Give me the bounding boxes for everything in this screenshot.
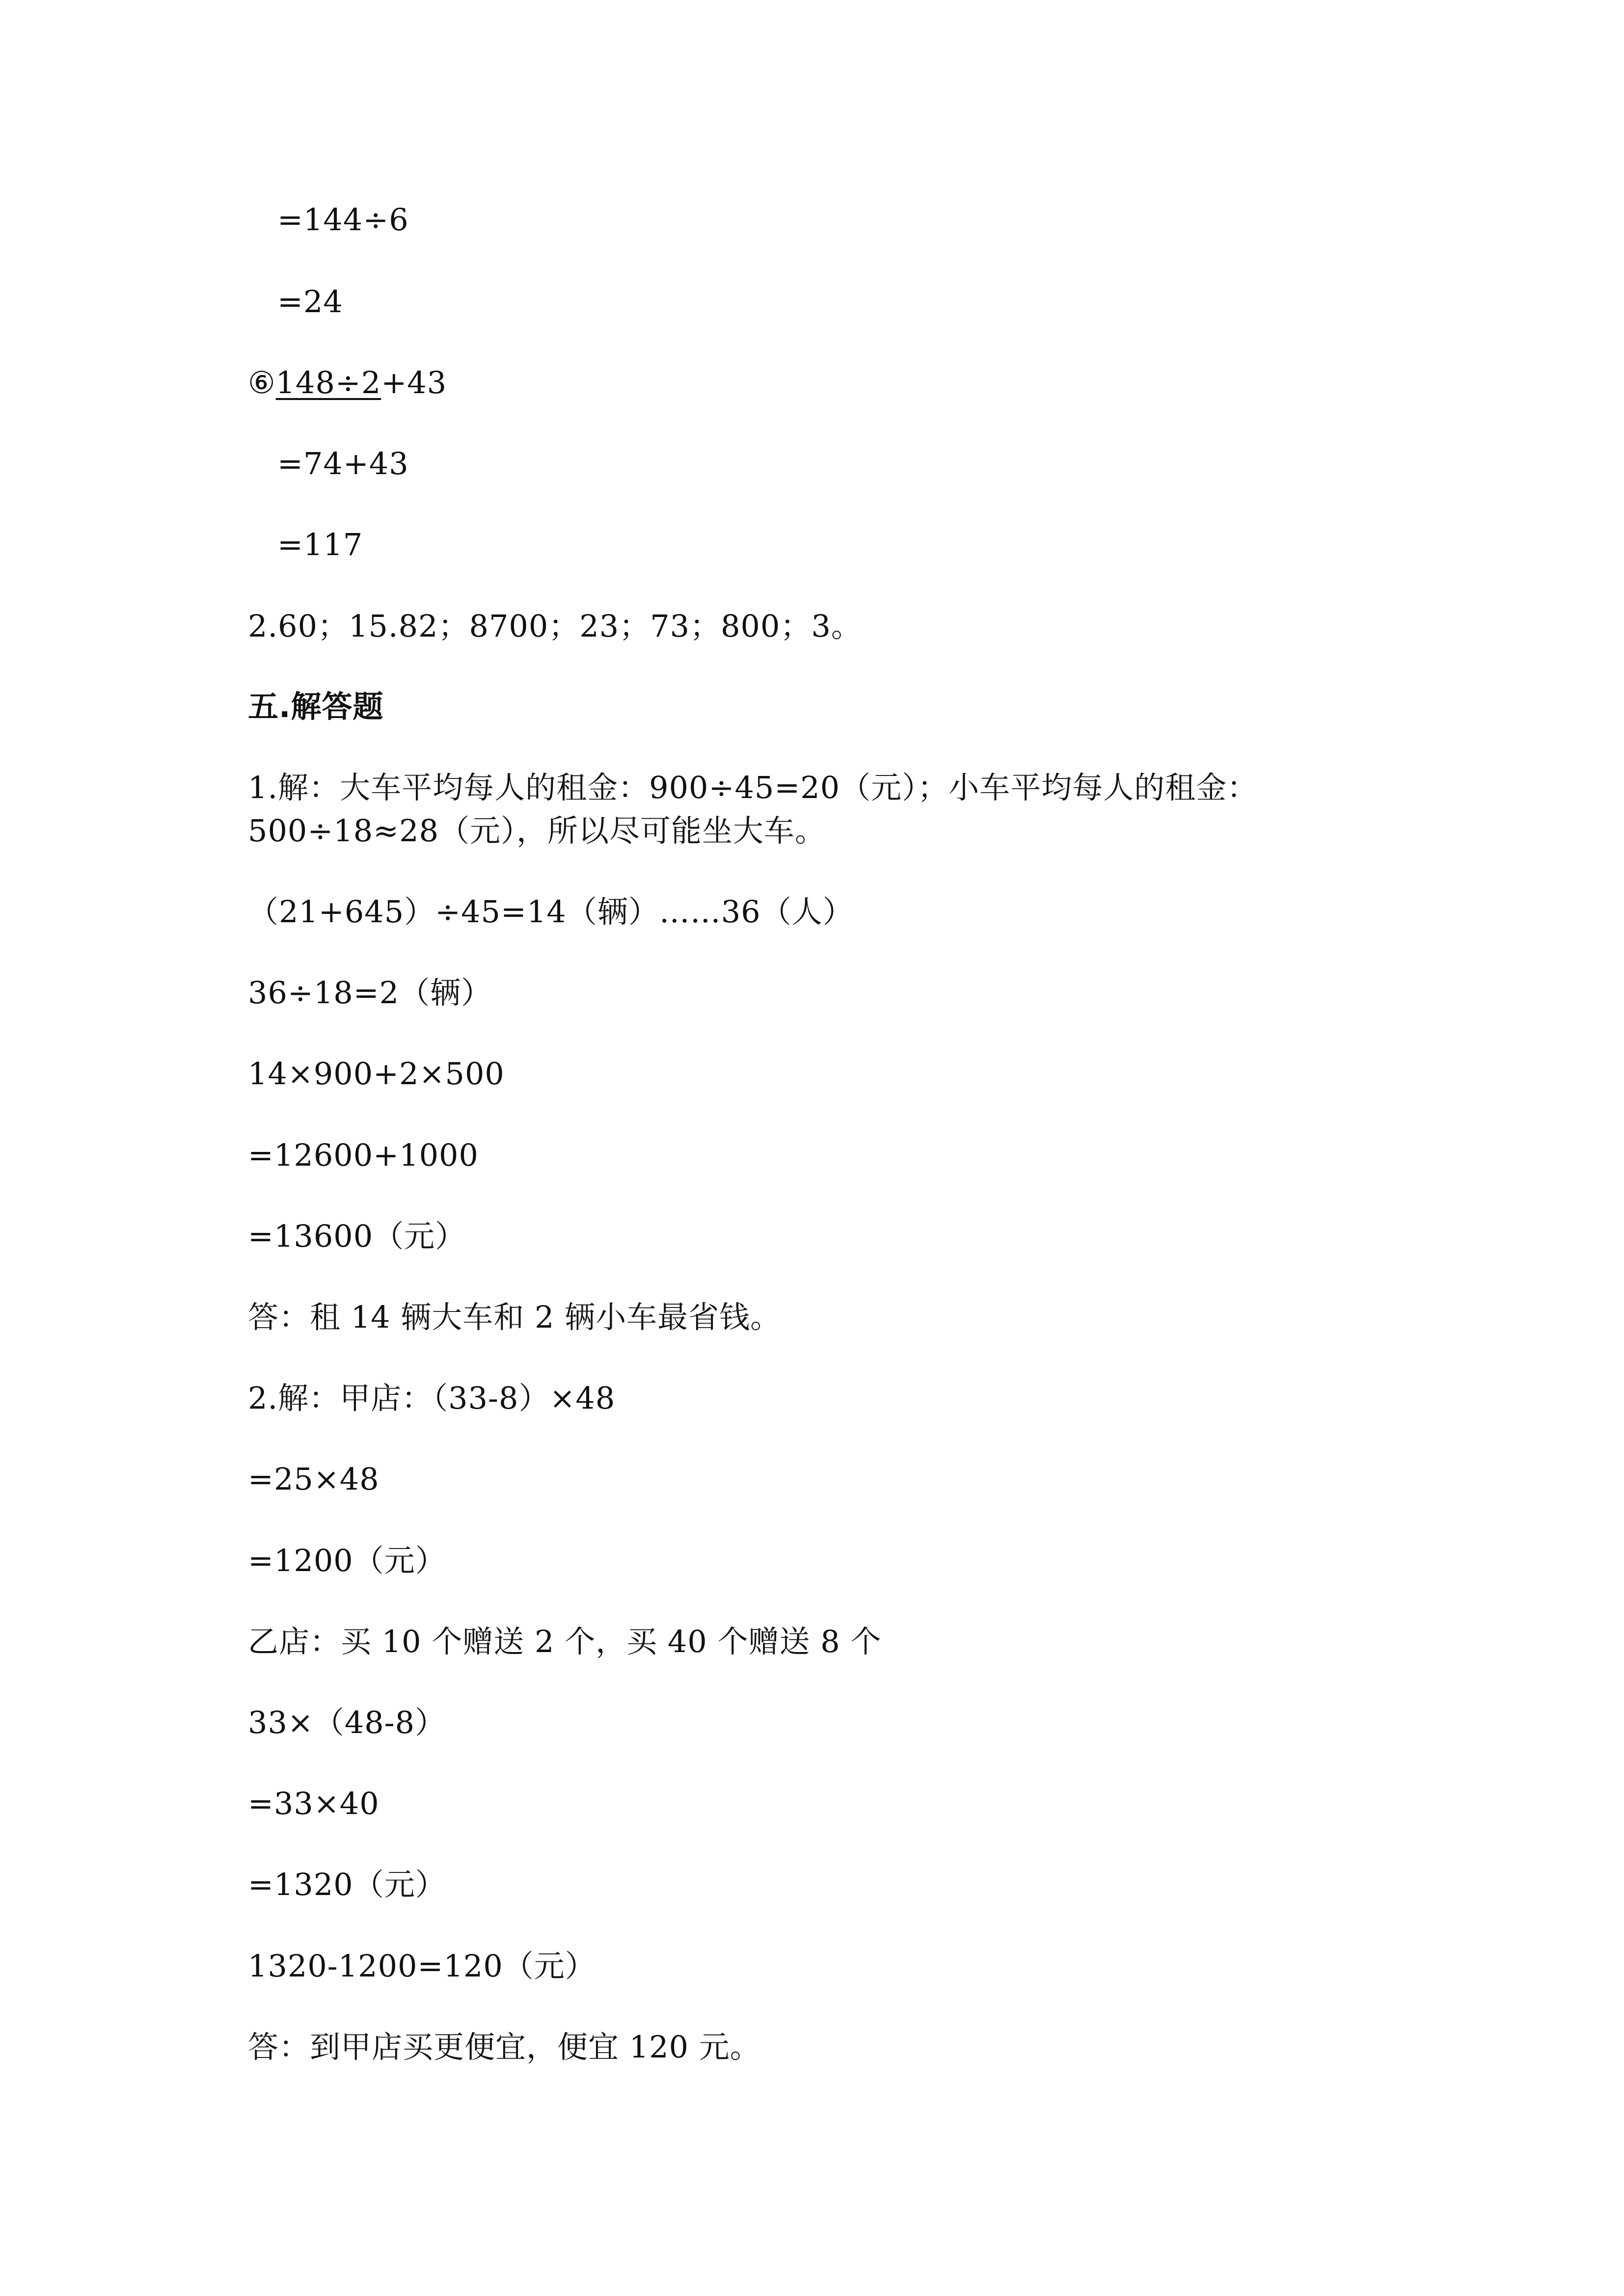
problem2-line7: =1320（元） (248, 1867, 446, 1902)
calc6-step1: =74+43 (277, 446, 409, 481)
problem1-line1: 1.解：大车平均每人的租金：900÷45=20（元）；小车平均每人的租金： (248, 770, 1258, 805)
problem2-line5: 33×（48-8） (248, 1705, 446, 1740)
calc5-step1: =144÷6 (277, 202, 409, 238)
calc6-expression (248, 363, 447, 402)
question2-answers: 2.60；15.82；8700；23；73；800；3。 (248, 608, 862, 644)
section-heading: 五.解答题 (248, 689, 384, 724)
calc6-rest: +43 (381, 365, 447, 400)
calc5-step2: =24 (277, 284, 343, 320)
calc6-underlined-part: 148÷2 (275, 365, 381, 400)
problem2-answer: 答：到甲店买更便宜，便宜 120 元。 (248, 2029, 761, 2065)
problem1-answer: 答：租 14 辆大车和 2 辆小车最省钱。 (248, 1299, 782, 1335)
problem2-line2: =25×48 (248, 1461, 379, 1497)
problem1-line4: 36÷18=2（辆） (248, 975, 492, 1011)
problem1-line3: （21+645）÷45=14（辆）……36（人） (248, 894, 854, 930)
calc6-step2: =117 (277, 527, 363, 562)
problem1-line6: =12600+1000 (248, 1137, 479, 1173)
problem2-line8: 1320-1200=120（元） (248, 1948, 596, 1984)
problem2-line3: =1200（元） (248, 1543, 446, 1578)
problem2-line1: 2.解：甲店：（33-8）×48 (248, 1380, 616, 1416)
problem2-line6: =33×40 (248, 1786, 379, 1821)
problem2-line4: 乙店：买 10 个赠送 2 个，买 40 个赠送 8 个 (248, 1624, 882, 1659)
problem1-line7: =13600（元） (248, 1218, 466, 1254)
problem1-line2: 500÷18≈28（元），所以尽可能坐大车。 (248, 813, 826, 849)
calc6-marker: ⑥ (248, 365, 276, 400)
problem1-line5: 14×900+2×500 (248, 1056, 505, 1092)
